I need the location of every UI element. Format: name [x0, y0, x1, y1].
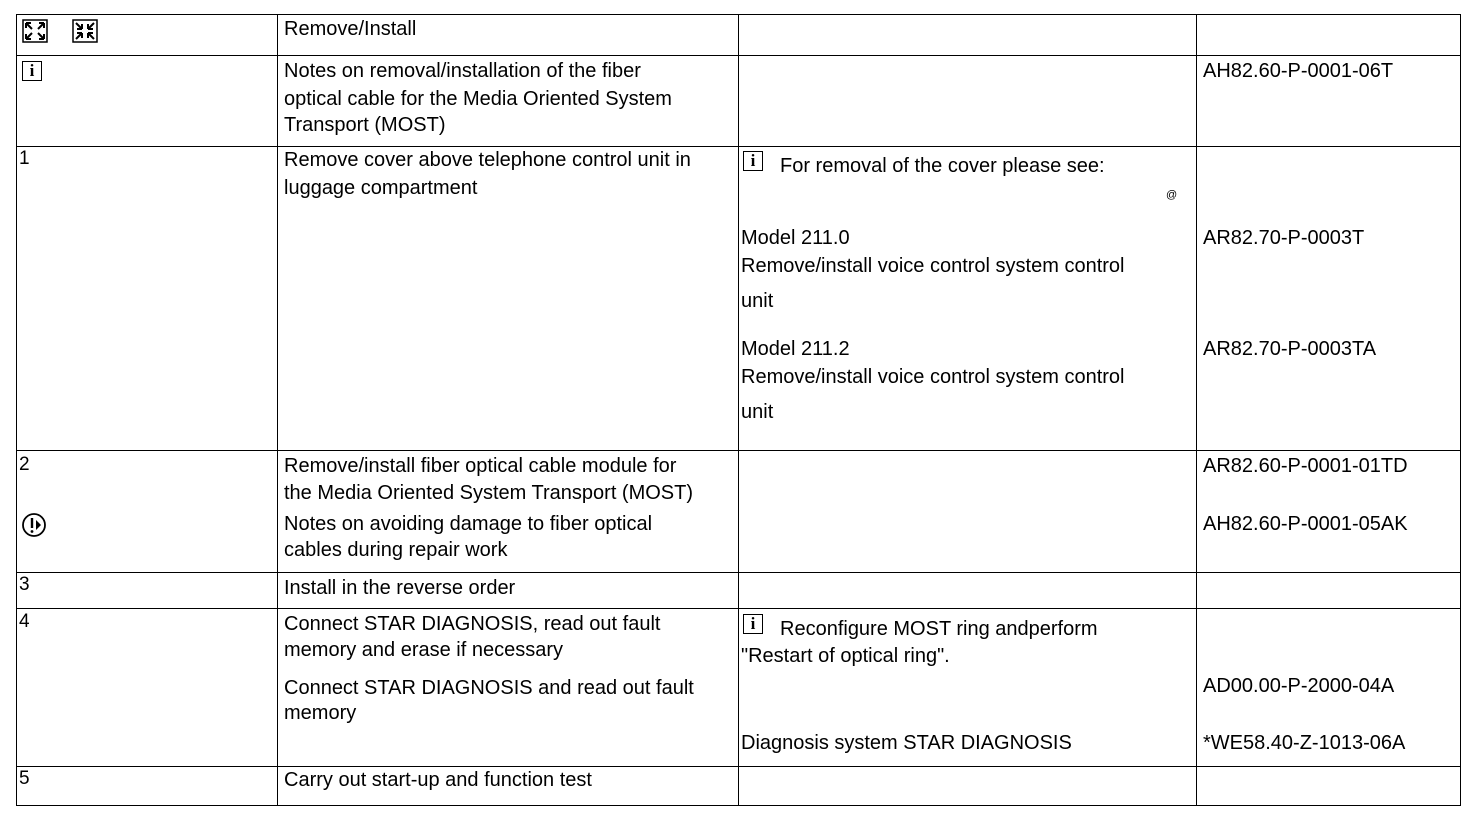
column-divider	[1460, 14, 1461, 806]
doc-reference-link[interactable]: AR82.70-P-0003TA	[1203, 338, 1377, 360]
table-border-top	[17, 14, 1461, 15]
step-number: 3	[19, 574, 30, 595]
row-divider	[17, 572, 1461, 573]
row-divider	[17, 146, 1461, 147]
collapse-icon[interactable]	[72, 19, 98, 43]
step-number: 5	[19, 768, 30, 789]
model-label: Model 211.0	[741, 227, 850, 249]
model-desc-line: unit	[741, 401, 774, 423]
info-icon: i	[743, 151, 763, 171]
tool-label: Diagnosis system STAR DIAGNOSIS	[741, 732, 1072, 754]
doc-reference-link[interactable]: *WE58.40-Z-1013-06A	[1203, 732, 1406, 754]
column-divider	[277, 14, 278, 806]
model-label: Model 211.2	[741, 338, 850, 360]
info-icon: i	[22, 61, 42, 81]
step-number: 4	[19, 611, 30, 632]
row-divider	[17, 608, 1461, 609]
model-desc-line: Remove/install voice control system control	[741, 255, 1125, 277]
expand-icon[interactable]	[22, 19, 48, 43]
info-text-line: "Restart of optical ring".	[741, 645, 950, 667]
notes-text-line: Transport (MOST)	[284, 114, 446, 136]
info-text: For removal of the cover please see:	[780, 155, 1105, 177]
step-text-line: Remove/install fiber optical cable module for	[284, 455, 677, 477]
notes-text-line: optical cable for the Media Oriented System	[284, 88, 672, 110]
step-text: Install in the reverse order	[284, 577, 516, 599]
doc-reference-link[interactable]: AR82.60-P-0001-01TD	[1203, 455, 1408, 477]
caution-icon	[21, 512, 47, 538]
step-text-line: memory	[284, 702, 357, 724]
marker-symbol: @	[1166, 189, 1178, 201]
step-text-line: luggage compartment	[284, 177, 478, 199]
step-text-line: Connect STAR DIAGNOSIS and read out fault	[284, 677, 694, 699]
doc-reference-link[interactable]: AH82.60-P-0001-06T	[1203, 60, 1394, 82]
column-divider	[1196, 14, 1197, 806]
model-desc-line: unit	[741, 290, 774, 312]
caution-text-line: cables during repair work	[284, 539, 508, 561]
column-divider	[738, 14, 739, 806]
page-title: Remove/Install	[284, 18, 417, 40]
info-icon: i	[743, 614, 763, 634]
step-number: 2	[19, 454, 30, 475]
table-border-bottom	[17, 805, 1461, 806]
step-number: 1	[19, 148, 30, 169]
row-divider	[17, 766, 1461, 767]
info-text-line: Reconfigure MOST ring andperform	[780, 618, 1098, 640]
model-desc-line: Remove/install voice control system control	[741, 366, 1125, 388]
caution-text-line: Notes on avoiding damage to fiber optical	[284, 513, 653, 535]
step-text-line: Connect STAR DIAGNOSIS, read out fault	[284, 613, 661, 635]
step-text: Carry out start-up and function test	[284, 769, 592, 791]
notes-text-line: Notes on removal/installation of the fiber	[284, 60, 641, 82]
doc-reference-link[interactable]: AH82.60-P-0001-05AK	[1203, 513, 1408, 535]
step-text-line: memory and erase if necessary	[284, 639, 564, 661]
row-divider	[17, 55, 1461, 56]
step-text-line: Remove cover above telephone control unit in	[284, 149, 691, 171]
doc-reference-link[interactable]: AR82.70-P-0003T	[1203, 227, 1365, 249]
step-text-line: the Media Oriented System Transport (MOST)	[284, 482, 694, 504]
column-divider	[16, 14, 17, 806]
row-divider	[17, 450, 1461, 451]
doc-reference-link[interactable]: AD00.00-P-2000-04A	[1203, 675, 1395, 697]
